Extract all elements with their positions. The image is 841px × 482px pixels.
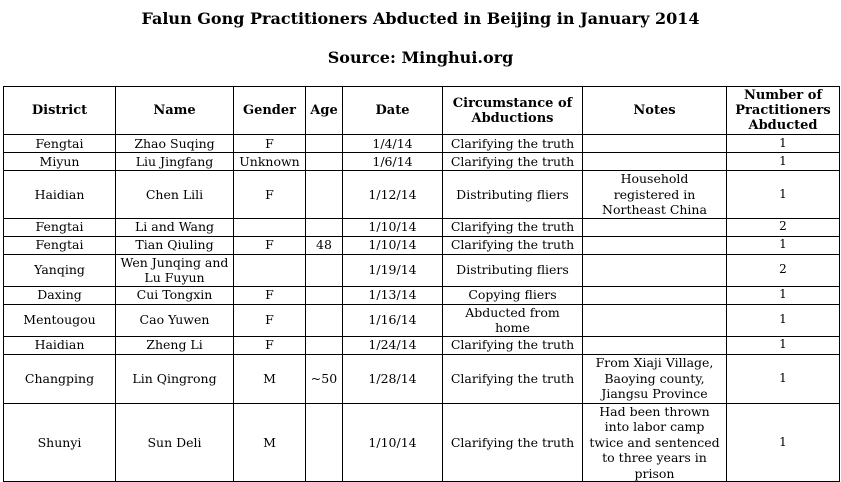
cell-date: 1/12/14 <box>343 171 443 219</box>
cell-district: Haidian <box>4 336 116 354</box>
cell-count: 1 <box>727 336 840 354</box>
cell-notes <box>583 336 727 354</box>
cell-circumstance: Abducted from home <box>443 304 583 336</box>
cell-count: 2 <box>727 254 840 286</box>
cell-date: 1/19/14 <box>343 254 443 286</box>
cell-count: 2 <box>727 218 840 236</box>
cell-count: 1 <box>727 236 840 254</box>
cell-circumstance: Distributing fliers <box>443 254 583 286</box>
cell-gender: F <box>234 286 306 304</box>
cell-age <box>306 286 343 304</box>
cell-circumstance: Clarifying the truth <box>443 403 583 482</box>
cell-name: Sun Deli <box>116 403 234 482</box>
cell-notes: Had been thrown into labor camp twice and sentenced to three years in prison <box>583 403 727 482</box>
cell-name: Zheng Li <box>116 336 234 354</box>
cell-circumstance: Clarifying the truth <box>443 135 583 153</box>
cell-circumstance: Clarifying the truth <box>443 218 583 236</box>
cell-age <box>306 336 343 354</box>
cell-notes <box>583 286 727 304</box>
cell-circumstance: Clarifying the truth <box>443 153 583 171</box>
header-count: Number of Practitioners Abducted <box>727 87 840 135</box>
cell-name: Zhao Suqing <box>116 135 234 153</box>
cell-name: Tian Qiuling <box>116 236 234 254</box>
cell-count: 1 <box>727 403 840 482</box>
cell-name: Cui Tongxin <box>116 286 234 304</box>
cell-gender: F <box>234 336 306 354</box>
cell-notes <box>583 236 727 254</box>
header-date: Date <box>343 87 443 135</box>
cell-circumstance: Clarifying the truth <box>443 354 583 403</box>
cell-circumstance: Distributing fliers <box>443 171 583 219</box>
cell-count: 1 <box>727 135 840 153</box>
cell-notes <box>583 304 727 336</box>
cell-age <box>306 218 343 236</box>
cell-age <box>306 135 343 153</box>
table-row <box>4 354 840 403</box>
cell-name: Li and Wang <box>116 218 234 236</box>
cell-district: Fengtai <box>4 236 116 254</box>
header-name: Name <box>116 87 234 135</box>
cell-count: 1 <box>727 304 840 336</box>
cell-date: 1/6/14 <box>343 153 443 171</box>
header-notes: Notes <box>583 87 727 135</box>
cell-age <box>306 171 343 219</box>
cell-name: Liu Jingfang <box>116 153 234 171</box>
cell-gender: F <box>234 304 306 336</box>
cell-age: 48 <box>306 236 343 254</box>
cell-age <box>306 254 343 286</box>
cell-age <box>306 403 343 482</box>
cell-district: Shunyi <box>4 403 116 482</box>
cell-gender <box>234 254 306 286</box>
table-row <box>4 403 840 482</box>
table-row <box>4 135 840 153</box>
header-age: Age <box>306 87 343 135</box>
table-row <box>4 153 840 171</box>
page-subtitle: Source: Minghui.org <box>327 48 514 67</box>
cell-name: Lin Qingrong <box>116 354 234 403</box>
cell-name: Cao Yuwen <box>116 304 234 336</box>
cell-name: Wen Junqing and Lu Fuyun <box>116 254 234 286</box>
table-row <box>4 336 840 354</box>
cell-date: 1/10/14 <box>343 236 443 254</box>
table-row <box>4 286 840 304</box>
table-row <box>4 304 840 336</box>
cell-date: 1/16/14 <box>343 304 443 336</box>
cell-gender: M <box>234 354 306 403</box>
header-gender: Gender <box>234 87 306 135</box>
cell-district: Yanqing <box>4 254 116 286</box>
cell-name: Chen Lili <box>116 171 234 219</box>
cell-district: Fengtai <box>4 135 116 153</box>
cell-date: 1/24/14 <box>343 336 443 354</box>
cell-district: Fengtai <box>4 218 116 236</box>
header-circumstance: Circumstance of Abductions <box>443 87 583 135</box>
cell-gender: F <box>234 171 306 219</box>
cell-date: 1/10/14 <box>343 403 443 482</box>
cell-notes: Household registered in Northeast China <box>583 171 727 219</box>
table-row <box>4 236 840 254</box>
cell-count: 1 <box>727 354 840 403</box>
cell-district: Haidian <box>4 171 116 219</box>
cell-notes <box>583 153 727 171</box>
table-row <box>4 218 840 236</box>
cell-count: 1 <box>727 153 840 171</box>
cell-notes <box>583 218 727 236</box>
cell-notes: From Xiaji Village, Baoying county, Jiangsu Province <box>583 354 727 403</box>
cell-district: Changping <box>4 354 116 403</box>
cell-count: 1 <box>727 286 840 304</box>
cell-date: 1/10/14 <box>343 218 443 236</box>
cell-gender: Unknown <box>234 153 306 171</box>
cell-circumstance: Copying fliers <box>443 286 583 304</box>
page-title: Falun Gong Practitioners Abducted in Beijing in January 2014 <box>141 9 700 28</box>
cell-age: ~50 <box>306 354 343 403</box>
cell-gender: F <box>234 135 306 153</box>
abductions-table <box>3 86 840 482</box>
cell-notes <box>583 254 727 286</box>
cell-notes <box>583 135 727 153</box>
cell-district: Daxing <box>4 286 116 304</box>
cell-gender: F <box>234 236 306 254</box>
cell-date: 1/28/14 <box>343 354 443 403</box>
cell-circumstance: Clarifying the truth <box>443 236 583 254</box>
cell-district: Mentougou <box>4 304 116 336</box>
table-row <box>4 254 840 286</box>
cell-circumstance: Clarifying the truth <box>443 336 583 354</box>
table-header-row <box>4 87 840 135</box>
header-district: District <box>4 87 116 135</box>
cell-gender: M <box>234 403 306 482</box>
cell-gender <box>234 218 306 236</box>
cell-date: 1/4/14 <box>343 135 443 153</box>
cell-age <box>306 153 343 171</box>
cell-count: 1 <box>727 171 840 219</box>
cell-district: Miyun <box>4 153 116 171</box>
cell-date: 1/13/14 <box>343 286 443 304</box>
cell-age <box>306 304 343 336</box>
table-row <box>4 171 840 219</box>
